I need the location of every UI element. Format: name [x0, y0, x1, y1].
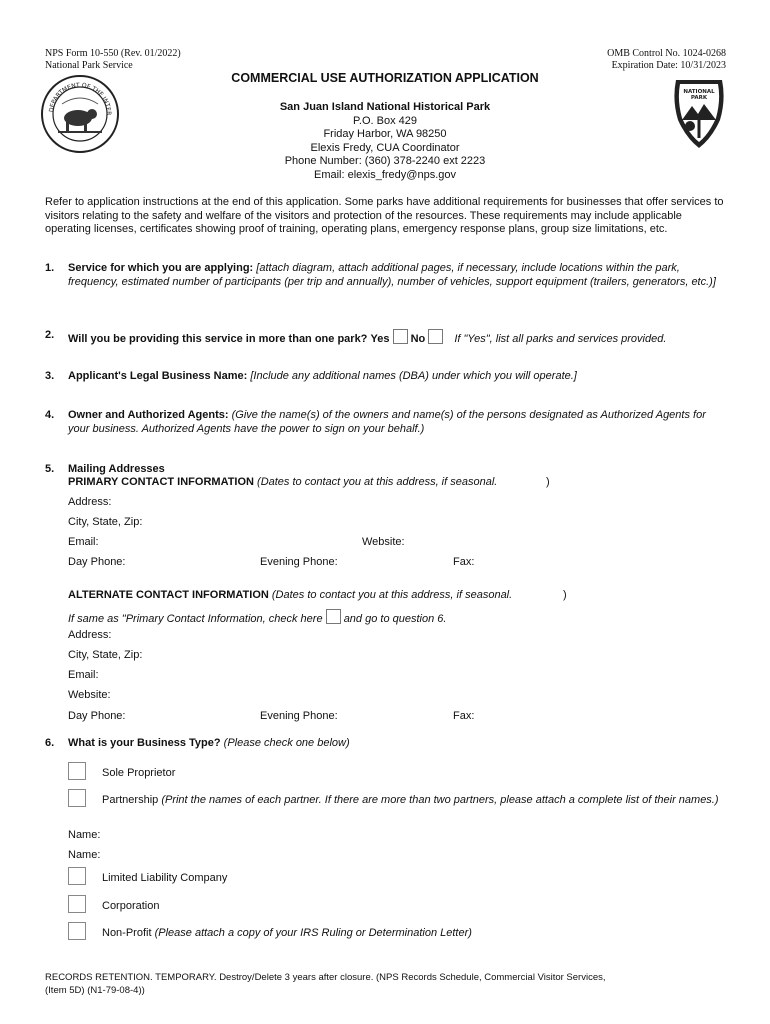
- q3-text: [68, 370, 577, 382]
- alternate-day-phone-label: Day Phone:: [68, 710, 126, 722]
- q2-no-label: No: [410, 333, 426, 345]
- corporation-checkbox[interactable]: [68, 895, 86, 913]
- q1-text: [68, 262, 728, 289]
- park-po-box: P.O. Box 429: [352, 115, 417, 127]
- q4-label: Owner and Authorized Agents:: [68, 409, 229, 421]
- svg-text:PARK: PARK: [690, 95, 708, 101]
- park-name: San Juan Island National Historical Park: [279, 101, 491, 113]
- primary-website-label: Website:: [362, 536, 405, 548]
- partnership-text: [102, 794, 722, 808]
- park-email: Email: elexis_fredy@nps.gov: [313, 169, 456, 181]
- llc-checkbox[interactable]: [68, 867, 86, 885]
- sole-proprietor-label: Sole Proprietor: [102, 767, 176, 779]
- records-retention-line-1: RECORDS RETENTION. TEMPORARY. Destroy/Delete 3 years after closure. (NPS Records Schedule, Commercial Visitor Services,: [45, 972, 606, 983]
- expiration-date: Expiration Date: 10/31/2023: [611, 60, 726, 71]
- alternate-email-label: Email:: [68, 669, 99, 681]
- q3-label: Applicant's Legal Business Name:: [68, 370, 248, 382]
- alternate-fax-label: Fax:: [453, 710, 475, 722]
- q1-note: [attach diagram, attach additional pages, if necessary, include locations within the park, frequency, estimated number of participants (per trip and annually), number of vehicles, support equipment (trailers, generators, etc.)]: [68, 262, 716, 288]
- alternate-website-label: Website:: [68, 689, 111, 701]
- non-profit-note: (Please attach a copy of your IRS Ruling or Determination Letter): [154, 927, 472, 939]
- q2-yes-label: Yes: [370, 333, 390, 345]
- alternate-address-label: Address:: [68, 629, 112, 641]
- partnership-label: Partnership: [102, 794, 159, 806]
- svg-text:NATIONAL: NATIONAL: [683, 89, 715, 95]
- primary-contact-heading-row: [68, 476, 497, 488]
- primary-city-label: City, State, Zip:: [68, 516, 143, 528]
- q6-text: [68, 737, 350, 749]
- park-city: Friday Harbor, WA 98250: [323, 128, 447, 140]
- q2-number: 2.: [45, 329, 55, 341]
- q4-number: 4.: [45, 409, 55, 421]
- q4-text: [68, 409, 728, 436]
- alternate-contact-note: (Dates to contact you at this address, if seasonal.: [271, 589, 513, 601]
- omb-control: OMB Control No. 1024-0268: [607, 48, 726, 59]
- partner-name-2-label: Name:: [68, 849, 101, 861]
- q2-note: If "Yes", list all parks and services provided.: [454, 333, 667, 345]
- primary-contact-note: (Dates to contact you at this address, if seasonal.: [257, 476, 498, 488]
- park-coordinator: Elexis Fredy, CUA Coordinator: [310, 142, 460, 154]
- primary-contact-heading: PRIMARY CONTACT INFORMATION: [68, 476, 254, 488]
- q5-number: 5.: [45, 463, 55, 475]
- q2-yes-checkbox[interactable]: [393, 329, 408, 344]
- q2-label: Will you be providing this service in more than one park?: [68, 333, 368, 345]
- same-as-primary-checkbox[interactable]: [326, 609, 341, 624]
- alternate-city-label: City, State, Zip:: [68, 649, 143, 661]
- q1-label: Service for which you are applying:: [68, 262, 254, 274]
- primary-note-close: ): [546, 476, 550, 488]
- alternate-note-close: ): [563, 589, 567, 601]
- q2-text: [68, 329, 666, 345]
- intro-paragraph: Refer to application instructions at the end of this application. Some parks have additional requirements for businesses that offer services to visitors relating to the safety and welfare of the visitors and protection of the resources. These requirements may include applicable operating licenses, certificates showing proof of training, operating plans, emergency response plans, group size limitations, etc.: [45, 196, 724, 235]
- agency-name: National Park Service: [45, 60, 133, 71]
- alternate-evening-phone-label: Evening Phone:: [260, 710, 338, 722]
- primary-day-phone-label: Day Phone:: [68, 556, 126, 568]
- q6-label: What is your Business Type?: [68, 737, 221, 749]
- partner-name-1-label: Name:: [68, 829, 101, 841]
- form-number: NPS Form 10-550 (Rev. 01/2022): [45, 48, 181, 59]
- q4-note: (Give the name(s) of the owners and name(s) of the persons designated as Authorized Agents for your business. Authorized Agents have the power to sign on your behalf.): [68, 409, 706, 435]
- q6-note: (Please check one below): [223, 737, 350, 749]
- same-as-primary-text-2: and go to question 6.: [343, 613, 447, 625]
- primary-fax-label: Fax:: [453, 556, 475, 568]
- q2-no-checkbox[interactable]: [428, 329, 443, 344]
- q6-number: 6.: [45, 737, 55, 749]
- q3-number: 3.: [45, 370, 55, 382]
- partnership-note: (Print the names of each partner. If there are more than two partners, please attach a complete list of their names.): [161, 794, 719, 806]
- corporation-label: Corporation: [102, 900, 160, 912]
- q1-number: 1.: [45, 262, 55, 274]
- primary-email-label: Email:: [68, 536, 99, 548]
- q5-label: Mailing Addresses: [68, 463, 165, 475]
- non-profit-label: Non-Profit: [102, 927, 152, 939]
- svg-text:DEPARTMENT OF THE INTERIOR: DEPARTMENT OF THE INTER: [47, 81, 113, 116]
- park-phone: Phone Number: (360) 378-2240 ext 2223: [284, 155, 486, 167]
- alternate-contact-heading-row: [68, 589, 512, 601]
- form-title: COMMERCIAL USE AUTHORIZATION APPLICATION: [231, 71, 539, 85]
- same-as-primary-text: If same as "Primary Contact Information, check here: [68, 613, 323, 625]
- q3-note: [Include any additional names (DBA) under which you will operate.]: [250, 370, 577, 382]
- same-as-primary-row: [68, 609, 446, 625]
- primary-address-label: Address:: [68, 496, 112, 508]
- primary-evening-phone-label: Evening Phone:: [260, 556, 338, 568]
- non-profit-checkbox[interactable]: [68, 922, 86, 940]
- partnership-checkbox[interactable]: [68, 789, 86, 807]
- nps-arrowhead-logo: [670, 76, 728, 152]
- sole-proprietor-checkbox[interactable]: [68, 762, 86, 780]
- records-retention-line-2: (Item 5D) (N1-79-08-4)): [45, 985, 145, 996]
- llc-label: Limited Liability Company: [102, 872, 228, 884]
- alternate-contact-heading: ALTERNATE CONTACT INFORMATION: [68, 589, 269, 601]
- non-profit-text: [102, 927, 472, 939]
